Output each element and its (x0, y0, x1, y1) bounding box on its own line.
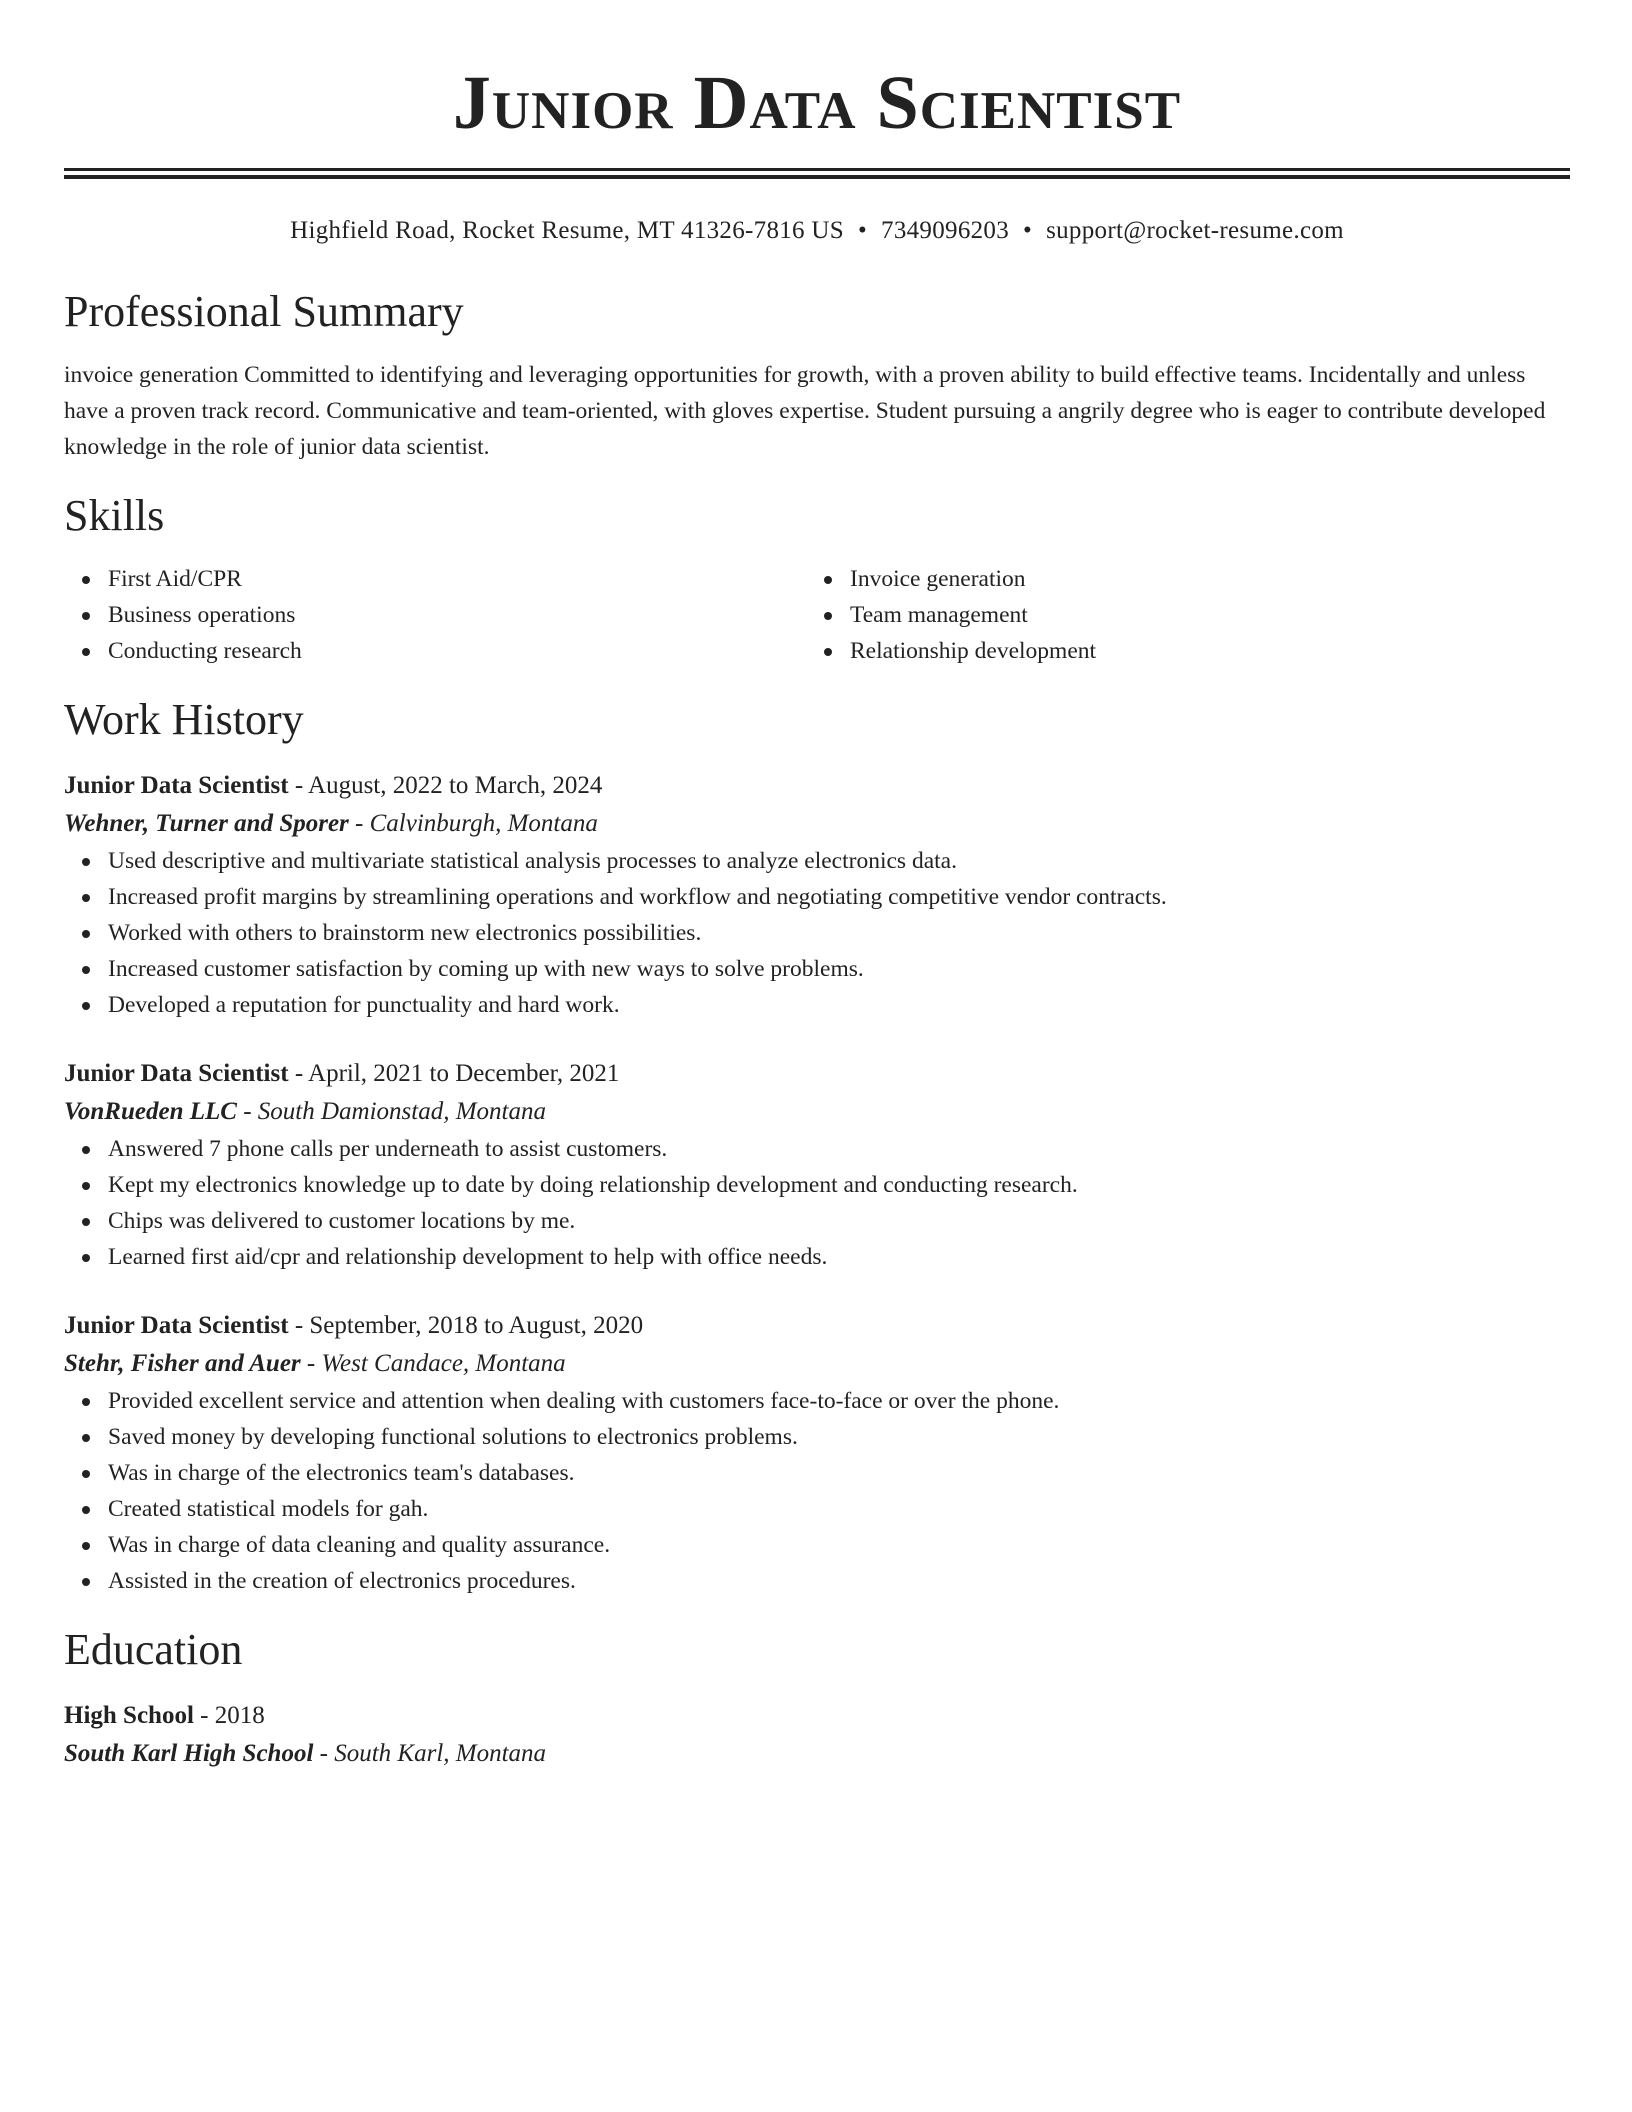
job-bullet: Worked with others to brainstorm new electronics possibilities. (108, 915, 1570, 951)
job-bullet: Increased customer satisfaction by coming up with new ways to solve problems. (108, 951, 1570, 987)
job-dates: - September, 2018 to August, 2020 (288, 1312, 644, 1339)
skills-list-left (64, 561, 806, 669)
job-entry (64, 1055, 1570, 1275)
skill-item: Invoice generation (850, 561, 1548, 597)
education-degree: High School (64, 1702, 194, 1729)
summary-heading: Professional Summary (64, 287, 464, 336)
job-title: Junior Data Scientist (64, 1312, 289, 1339)
job-bullet: Saved money by developing functional solutions to electronics problems. (108, 1419, 1570, 1455)
job-entry (64, 1307, 1570, 1599)
job-bullet: Created statistical models for gah. (108, 1491, 1570, 1527)
education-location: - South Karl, Montana (313, 1740, 547, 1767)
skills-columns (64, 561, 1570, 669)
job-dates: - April, 2021 to December, 2021 (288, 1060, 620, 1087)
job-entry (64, 767, 1570, 1023)
education-year: - 2018 (193, 1702, 265, 1729)
skill-item: Business operations (108, 597, 806, 633)
job-bullet: Answered 7 phone calls per underneath to assist customers. (108, 1131, 1570, 1167)
job-title-line (64, 1307, 1570, 1345)
job-title-line (64, 767, 1570, 805)
job-company-line (64, 1093, 1570, 1131)
skills-section (64, 491, 1570, 669)
education-entry (64, 1697, 1570, 1773)
education-degree-line (64, 1697, 1570, 1735)
job-bullets (64, 1383, 1570, 1599)
contact-separator: • (857, 217, 868, 244)
skill-item: Team management (850, 597, 1548, 633)
contact-separator: • (1023, 217, 1033, 244)
work-history-section (64, 695, 1570, 1599)
job-title: Junior Data Scientist (64, 1060, 289, 1087)
education-school: South Karl High School (64, 1740, 314, 1767)
job-bullet: Increased profit margins by streamlining operations and workflow and negotiating competitive vendor contracts. (108, 879, 1570, 915)
job-title: Junior Data Scientist (64, 772, 289, 799)
resume-title: Junior Data Scientist (452, 61, 1182, 145)
job-company: Wehner, Turner and Sporer (64, 810, 349, 837)
job-bullet: Used descriptive and multivariate statistical analysis processes to analyze electronics data. (108, 843, 1570, 879)
job-title-line (64, 1055, 1570, 1093)
skill-item: First Aid/CPR (108, 561, 806, 597)
skill-item: Relationship development (850, 633, 1548, 669)
job-bullet: Kept my electronics knowledge up to date by doing relationship development and conducting research. (108, 1167, 1570, 1203)
job-bullets (64, 1131, 1570, 1275)
work-history-heading: Work History (64, 695, 304, 744)
job-location: - West Candace, Montana (300, 1350, 566, 1377)
job-company: Stehr, Fisher and Auer (64, 1350, 301, 1377)
job-bullet: Was in charge of data cleaning and quality assurance. (108, 1527, 1570, 1563)
contact-email: support@rocket-resume.com (1046, 217, 1344, 244)
job-location: - South Damionstad, Montana (236, 1098, 546, 1125)
contact-phone: 7349096203 (881, 217, 1010, 244)
skills-heading: Skills (64, 491, 165, 540)
contact-line (64, 215, 1570, 247)
job-bullet: Provided excellent service and attention when dealing with customers face-to-face or over the phone. (108, 1383, 1570, 1419)
contact-address: Highfield Road, Rocket Resume, MT 41326-7816 US (290, 217, 844, 244)
job-dates: - August, 2022 to March, 2024 (288, 772, 603, 799)
education-school-line (64, 1735, 1570, 1773)
job-bullet: Learned first aid/cpr and relationship development to help with office needs. (108, 1239, 1570, 1275)
job-location: - Calvinburgh, Montana (348, 810, 598, 837)
skill-item: Conducting research (108, 633, 806, 669)
resume-page (64, 0, 1570, 1773)
summary-text: invoice generation Committed to identifying and leveraging opportunities for growth, with a proven ability to build effective teams. Incidentally and unless have a proven track record. Communicative and team-oriented, with gloves expertise. Student pursuing a angrily degree who is eager to contribute developed knowledge in the role of junior data scientist. (64, 362, 1546, 460)
summary-section (64, 287, 1570, 465)
title-divider (64, 168, 1570, 179)
skills-list-right (806, 561, 1548, 669)
job-company-line (64, 1345, 1570, 1383)
education-heading: Education (64, 1625, 243, 1674)
job-bullets (64, 843, 1570, 1023)
job-company-line (64, 805, 1570, 843)
education-section (64, 1625, 1570, 1773)
job-bullet: Assisted in the creation of electronics procedures. (108, 1563, 1570, 1599)
job-bullet: Was in charge of the electronics team's databases. (108, 1455, 1570, 1491)
job-company: VonRueden LLC (64, 1098, 237, 1125)
job-bullet: Chips was delivered to customer locations by me. (108, 1203, 1570, 1239)
job-bullet: Developed a reputation for punctuality and hard work. (108, 987, 1570, 1023)
